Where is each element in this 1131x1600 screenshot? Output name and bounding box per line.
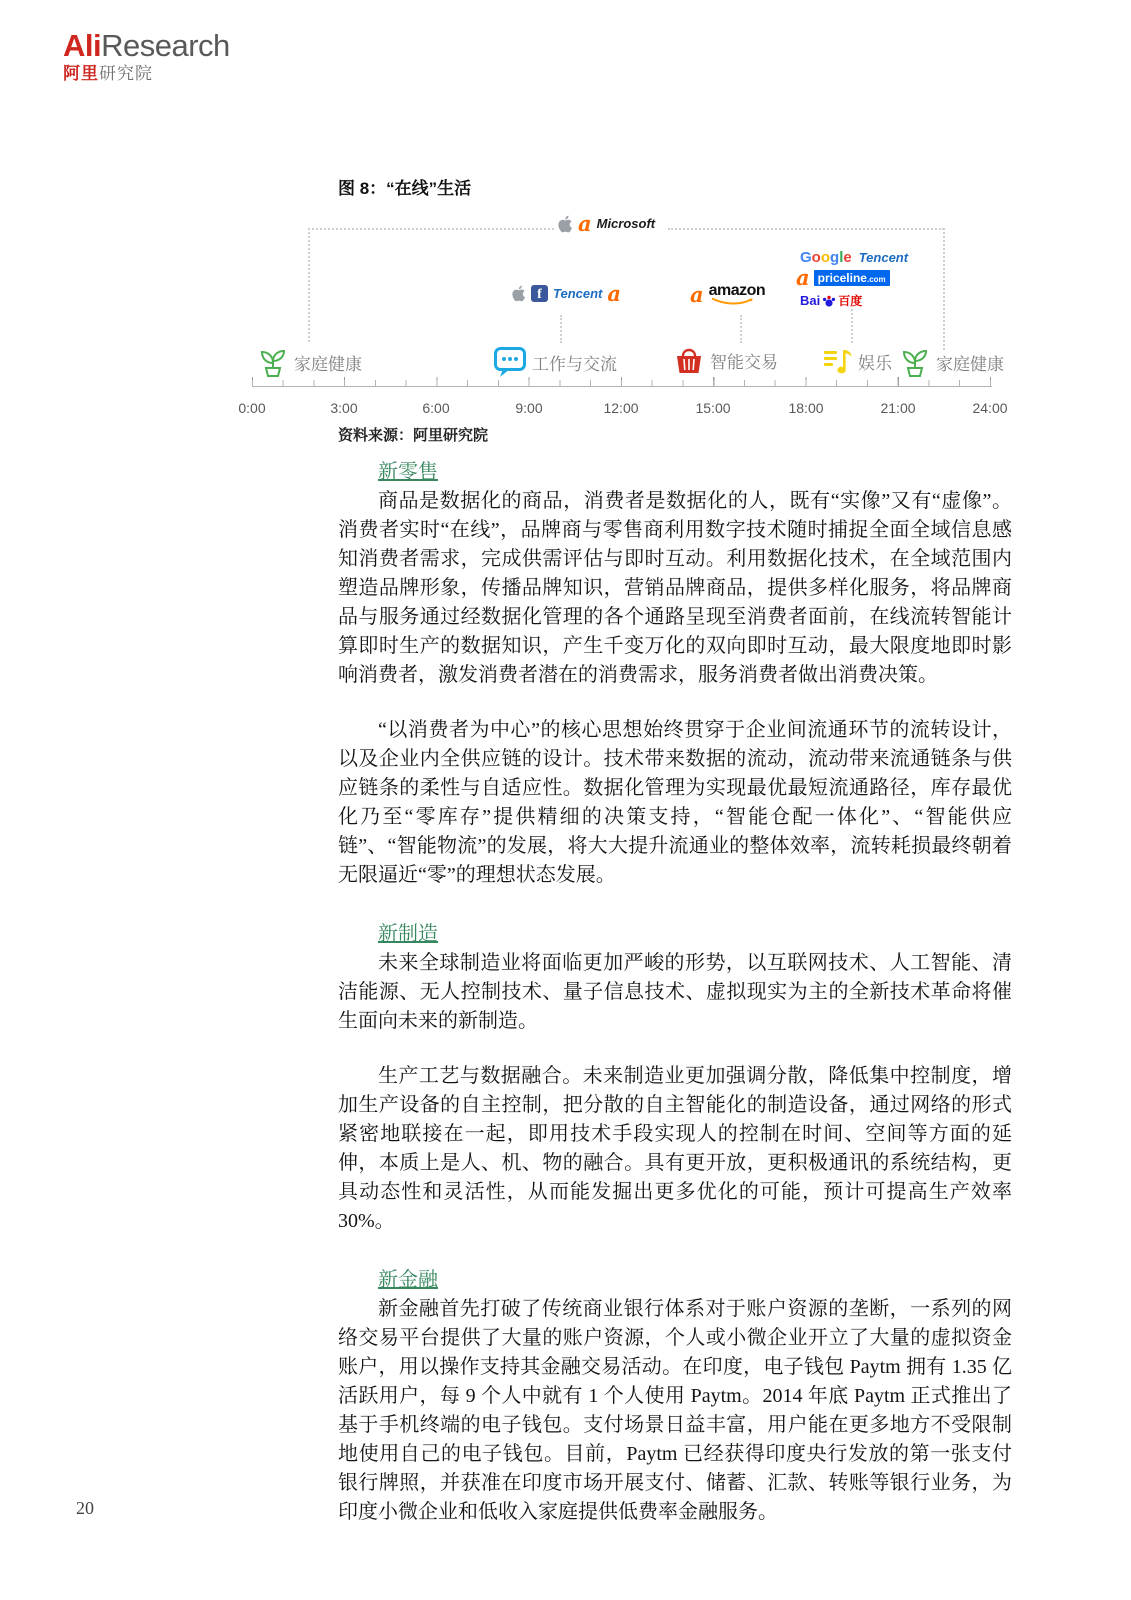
logo-ali: Ali — [63, 28, 102, 63]
baidu-cn: 百度 — [838, 294, 863, 308]
brand-group-work — [512, 283, 621, 304]
figure-source: 资料来源：阿里研究院 — [338, 427, 489, 444]
logo-ali-cn: 阿里 — [63, 63, 99, 83]
dashed-line — [308, 228, 310, 342]
google-letter: l — [839, 249, 844, 266]
section-new-manufacturing — [338, 920, 1012, 1236]
activity-home-health-2 — [900, 346, 1004, 378]
page-number: 20 — [76, 1498, 94, 1518]
aliresearch-logo — [63, 30, 230, 82]
brand-group-top — [558, 213, 655, 234]
section-new-retail — [338, 458, 1012, 890]
plant-icon — [900, 346, 930, 378]
music-playlist-icon — [822, 347, 852, 375]
section-new-finance — [338, 1266, 1012, 1527]
paragraph: 商品是数据化的商品，消费者是数据化的人，既有“实像”又有“虚像”。消费者实时“在线”，品牌商与零售商利用数字技术随时捕捉全面全域信息感知消费者需求，完成供需评估与即时互动。利用数据化技术，在全域范围内塑造品牌形象，传播品牌知识，营销品牌商品，提供多样化服务，将品牌商品与服务通过经数据化管理的各个通路呈现至消费者面前，在线流转智能计算即时生产的数据知识，产生千变万化的双向即时互动，最大限度地即时影响消费者，激发消费者潜在的消费需求，服务消费者做出消费决策。 — [338, 490, 1012, 686]
plant-icon — [258, 346, 288, 378]
baidu-paw-icon — [822, 294, 836, 308]
activity-home-health-1 — [258, 346, 362, 378]
priceline-tld: .com — [866, 274, 886, 284]
logo-research: Research — [101, 28, 230, 63]
amazon-logo — [709, 283, 766, 305]
google-letter: o — [811, 249, 821, 266]
tencent-logo: Tencent — [553, 286, 603, 301]
activity-label: 工作与交流 — [532, 355, 617, 374]
paragraph: 新金融首先打破了传统商业银行体系对于账户资源的垄断，一系列的网络交易平台提供了大量的账户资源，个人或小微企业开立了大量的虚拟资金账户，用以操作支持其金融交易活动。在印度，电子钱包 Paytm 拥有 1.35 亿活跃用户，每 9 个人中就有 1 个人使用 Paytm。2014 年底 Paytm 正式推出了基于手机终端的电子钱包。支付场景日益丰富，用户能在更多地方不受限制地使用自己的电子钱包。目前，Paytm 已经获得印度央行发放的第一张支付银行牌照，并获准在印度市场开展支付、储蓄、汇款、转账等银行业务，为印度小微企业和低收入家庭提供低费率金融服务。 — [338, 1298, 1012, 1523]
microsoft-logo: Microsoft — [596, 216, 656, 231]
logo-wordmark — [63, 30, 230, 63]
activity-label: 家庭健康 — [936, 354, 1004, 374]
section-heading: 新金融 — [378, 1269, 438, 1291]
figure-title: 图 8：“在线”生活 — [338, 179, 472, 198]
amazon-smile-icon — [709, 297, 755, 305]
activity-work-communication — [494, 347, 617, 378]
priceline-wordmark: priceline — [817, 270, 867, 285]
activity-smart-trade — [674, 346, 778, 375]
tick-label: 21:00 — [880, 400, 916, 416]
timeline-axis — [252, 386, 992, 387]
tencent-logo: Tencent — [858, 250, 909, 265]
activity-entertainment — [822, 347, 892, 375]
google-logo — [800, 249, 852, 266]
paragraph: “以消费者为中心”的核心思想始终贯穿于企业间流通环节的流转设计，以及企业内全供应链的设计。技术带来数据的流动，流动带来流通链条与供应链条的柔性与自适应性。数据化管理为实现最优最短流通路径，库存最优化乃至“零库存”提供精细的决策支持，“智能仓配一体化”、“智能供应链”、“智能物流”的发展，将大大提升流通业的整体效率，流转耗损最终朝着无限逼近“零”的理想状态发展。 — [338, 719, 1012, 886]
priceline-logo — [814, 270, 890, 286]
dashed-line — [943, 228, 945, 350]
tick-label: 15:00 — [695, 400, 731, 416]
tick-label: 3:00 — [330, 400, 358, 416]
dashed-line — [560, 315, 562, 343]
section-heading: 新制造 — [378, 923, 438, 945]
facebook-icon: f — [531, 285, 548, 302]
dashed-line — [668, 228, 944, 230]
section-heading: 新零售 — [378, 461, 438, 483]
alibaba-icon: a — [578, 211, 592, 236]
logo-wordmark-cn — [63, 65, 230, 83]
paragraph: 未来全球制造业将面临更加严峻的形势，以互联网技术、人工智能、清洁能源、无人控制技术、量子信息技术、虚拟现实为主的全新技术革命将催生面向未来的新制造。 — [338, 952, 1012, 1032]
tick-label: 12:00 — [603, 400, 639, 416]
alibaba-icon: a — [607, 281, 621, 306]
tick-label: 18:00 — [788, 400, 824, 416]
body-text — [338, 458, 1012, 1527]
activity-label: 娱乐 — [858, 353, 892, 373]
dashed-line — [740, 315, 742, 343]
activity-label: 家庭健康 — [294, 354, 362, 374]
alibaba-icon: a — [796, 265, 810, 290]
dashed-line — [851, 309, 853, 343]
brand-group-entertainment-2 — [796, 267, 890, 288]
paragraph: 生产工艺与数据融合。未来制造业更加强调分散，降低集中控制度，增加生产设备的自主控制，把分散的自主智能化的制造设备，通过网络的形式紧密地联接在一起，即用技术手段实现人的控制在时间、空间等方面的延伸，本质上是人、机、物的融合。具有更开放，更积极通讯的系统结构，更具动态性和灵活性，从而能发掘出更多优化的可能，预计可提高生产效率 30%。 — [338, 1065, 1012, 1232]
google-letter: o — [820, 249, 831, 266]
google-letter: g — [830, 249, 840, 266]
amazon-wordmark: amazon — [708, 282, 766, 299]
logo-research-cn: 研究院 — [99, 63, 153, 83]
tick-label: 24:00 — [972, 400, 1008, 416]
alibaba-icon: a — [690, 281, 704, 307]
activity-label: 智能交易 — [710, 353, 778, 372]
brand-group-trade — [690, 283, 765, 305]
apple-icon — [512, 285, 526, 302]
apple-icon — [558, 215, 573, 233]
brand-group-entertainment-1 — [800, 249, 908, 266]
tick-label: 0:00 — [238, 400, 266, 416]
google-letter: G — [800, 249, 812, 266]
tick-label: 9:00 — [515, 400, 543, 416]
chat-icon — [494, 347, 526, 378]
baidu-bai: Bai — [800, 293, 821, 308]
brand-group-entertainment-3 — [800, 292, 862, 309]
dashed-line — [308, 228, 554, 230]
basket-icon — [674, 346, 704, 375]
tick-label: 6:00 — [422, 400, 450, 416]
google-letter: e — [843, 249, 852, 266]
